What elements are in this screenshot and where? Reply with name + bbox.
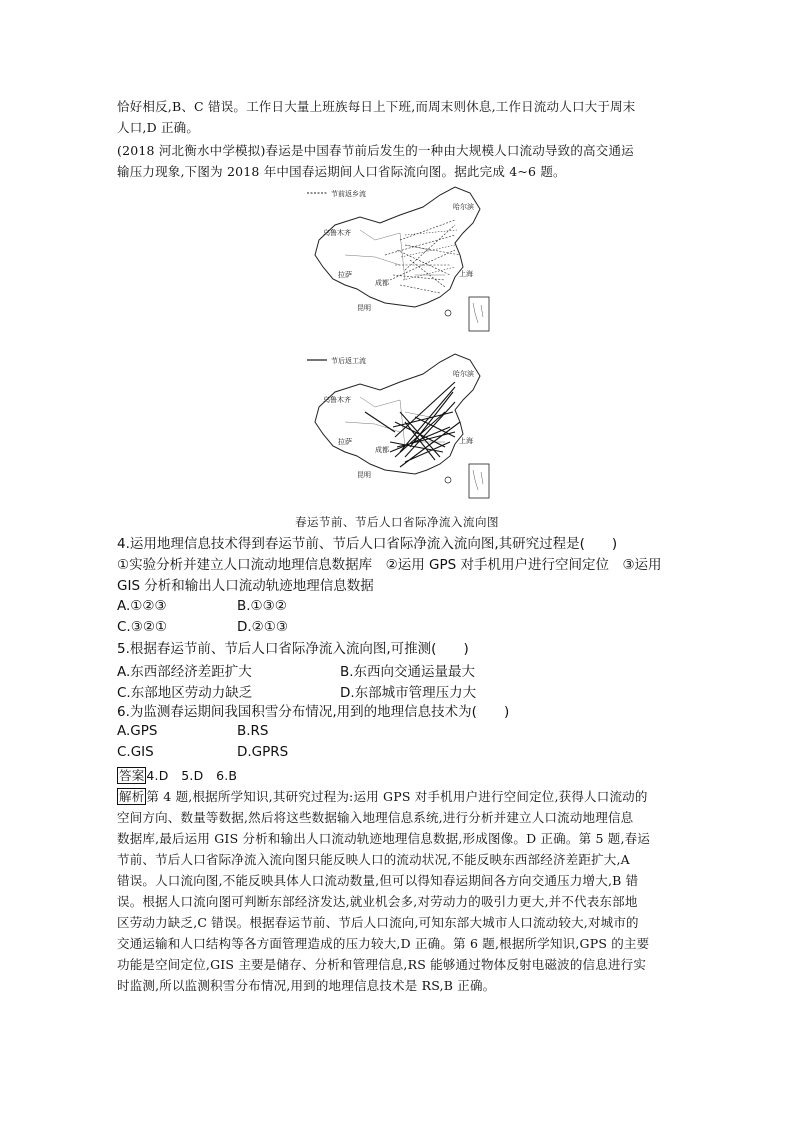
city-lhasa: 拉萨: [338, 271, 352, 279]
q4-option-d: D.②①③: [237, 619, 288, 635]
question-5-stem: 5.根据春运节前、节后人口省际净流入流向图,可推测( ): [117, 641, 469, 657]
source-paragraph-line-2: 输压力现象,下图为 2018 年中国春运期间人口省际流向图。据此完成 4~6 题。: [117, 164, 566, 179]
city-harbin: 哈尔滨: [453, 203, 474, 211]
city-kunming: 昆明: [357, 471, 371, 479]
city-kunming: 昆明: [357, 304, 371, 312]
legend-label: 节前返乡流: [331, 190, 366, 198]
answer-label: 答案: [119, 768, 145, 783]
analysis-line-10: 时监测,所以监测积雪分布情况,用到的地理信息技术是 RS,B 正确。: [117, 978, 496, 993]
legend-label: 节后返工流: [331, 357, 366, 365]
analysis-line-5: 错误。人口流向图,不能反映具体人口流动数量,但可以得知春运期间各方向交通压力增大,B 错: [117, 873, 639, 888]
intro-line-1: 恰好相反,B、C 错误。工作日大量上班族每日上下班,而周末则休息,工作日流动人口大于周末: [117, 99, 636, 114]
south-china-sea-inset: [469, 297, 489, 331]
city-urumqi: 乌鲁木齐: [323, 396, 351, 404]
city-chengdu: 成都: [375, 279, 389, 287]
q6-option-a: A.GPS: [117, 723, 158, 739]
q6-option-d: D.GPRS: [237, 744, 289, 760]
map-after-festival: [305, 352, 495, 504]
analysis-line-3: 数据库,最后运用 GIS 分析和输出人口流动轨迹地理信息数据,形成图像。D 正确。第 5 题,春运: [117, 831, 651, 846]
figure-caption: 春运节前、节后人口省际净流入流向图: [295, 515, 499, 529]
analysis-line-1: 解析 第 4 题,根据所学知识,其研究过程为:运用 GPS 对手机用户进行空间定位,获得人口流动的: [119, 789, 648, 804]
city-chengdu: 成都: [375, 446, 389, 454]
q5-option-d: D.东部城市管理压力大: [340, 685, 477, 701]
intro-line-2: 人口,D 正确。: [117, 120, 200, 135]
q6-option-c: C.GIS: [117, 744, 154, 760]
city-lhasa: 拉萨: [338, 438, 352, 446]
question-6-stem: 6.为监测春运期间我国积雪分布情况,用到的地理信息技术为( ): [117, 704, 510, 720]
question-4-body-1: ①实验分析并建立人口流动地理信息数据库 ②运用 GPS 对手机用户进行空间定位 ③运用: [117, 557, 662, 573]
q6-option-b: B.RS: [237, 723, 269, 739]
analysis-line-9: 功能是空间定位,GIS 主要是储存、分析和管理信息,RS 能够通过物体反射电磁波的信息进行实: [117, 957, 647, 972]
analysis-label: 解析: [119, 789, 145, 804]
q4-option-a: A.①②③: [117, 598, 167, 614]
answer-text: 4.D 5.D 6.B: [146, 768, 238, 783]
source-paragraph-line-1: (2018 河北衡水中学模拟)春运是中国春节前后发生的一种由大规模人口流动导致的高交通运: [117, 143, 634, 158]
question-4-stem: 4.运用地理信息技术得到春运节前、节后人口省际净流入流向图,其研究过程是( ): [117, 536, 618, 552]
south-china-sea-inset: [469, 464, 489, 498]
q4-option-b: B.①③②: [237, 598, 287, 614]
city-harbin: 哈尔滨: [453, 370, 474, 378]
city-shanghai: 上海: [459, 270, 473, 278]
map-before-festival: [305, 185, 495, 337]
city-shanghai: 上海: [459, 437, 473, 445]
analysis-line-2: 空间方向、数量等数据,然后将这些数据输入地理信息系统,进行分析并建立人口流动地理信息: [117, 810, 634, 825]
q5-option-a: A.东西部经济差距扩大: [117, 664, 252, 680]
analysis-line-7: 区劳动力缺乏,C 错误。根据春运节前、节后人口流向,可知东部大城市人口流动较大,对城市的: [117, 915, 639, 930]
analysis-line-4: 节前、节后人口省际净流入流向图只能反映人口的流动状况,不能反映东西部经济差距扩大,A: [117, 852, 630, 867]
q5-option-c: C.东部地区劳动力缺乏: [117, 685, 253, 701]
q4-option-c: C.③②①: [117, 619, 168, 635]
analysis-line-6: 误。根据人口流向图可判断东部经济发达,就业机会多,对劳动力的吸引力更大,并不代表东部地: [117, 894, 638, 909]
question-4-body-2: GIS 分析和输出人口流动轨迹地理信息数据: [117, 578, 374, 594]
analysis-line-8: 交通运输和人口结构等各方面管理造成的压力较大,D 正确。第 6 题,根据所学知识,GPS 的主要: [117, 936, 650, 951]
q5-option-b: B.东西向交通运量最大: [340, 664, 476, 680]
city-urumqi: 乌鲁木齐: [323, 229, 351, 237]
answer-line: [117, 765, 681, 786]
